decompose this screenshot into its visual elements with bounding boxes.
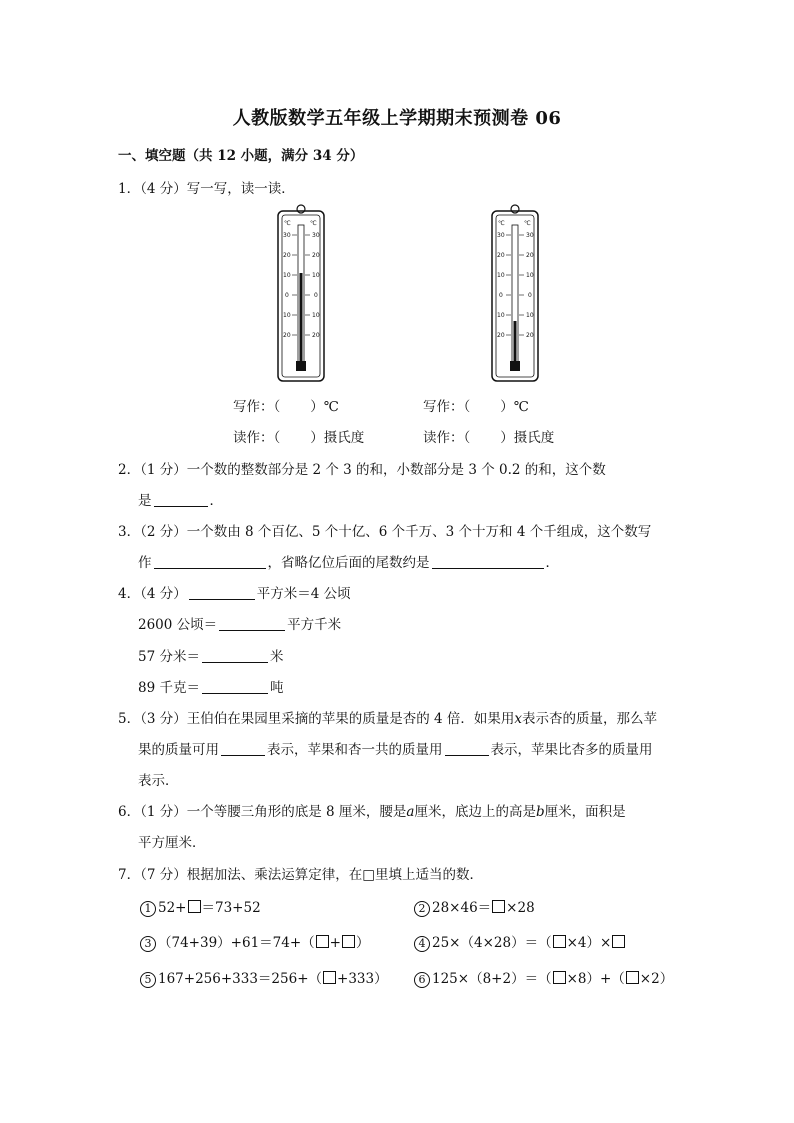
q2-prefix: 是 bbox=[138, 493, 152, 509]
q7-item-5 bbox=[140, 967, 388, 988]
question-4-line2 bbox=[138, 613, 341, 633]
item-text-a: 125×（8+2）＝（ bbox=[432, 971, 552, 987]
answer-blank[interactable] bbox=[202, 648, 268, 663]
question-3: 3．（2 分）一个数由 8 个百亿、5 个十亿、6 个千万、3 个十万和 4 个千组成，这个数写 bbox=[118, 524, 652, 540]
question-4-line4 bbox=[138, 676, 283, 696]
svg-text:0: 0 bbox=[499, 292, 503, 299]
q2-suffix: ． bbox=[209, 493, 223, 509]
answer-blank[interactable] bbox=[221, 741, 265, 756]
answer-blank[interactable] bbox=[219, 616, 285, 631]
q6-part-c: 厘米，面积是 bbox=[544, 804, 626, 820]
circled-number: 4 bbox=[414, 936, 430, 952]
q4-line4-prefix: 89 千克＝ bbox=[138, 680, 200, 696]
svg-text:30: 30 bbox=[497, 232, 505, 239]
answer-blank[interactable] bbox=[154, 492, 208, 507]
q7-item-3 bbox=[140, 931, 369, 952]
svg-text:10: 10 bbox=[283, 312, 291, 319]
question-6-line2: 平方厘米． bbox=[138, 835, 206, 851]
svg-text:20: 20 bbox=[497, 332, 505, 339]
q7-item-2 bbox=[414, 896, 535, 917]
svg-text:10: 10 bbox=[526, 312, 534, 319]
item-text-b: ＝73+52 bbox=[201, 900, 261, 916]
answer-blank[interactable] bbox=[432, 554, 544, 569]
write-label-left bbox=[233, 395, 339, 415]
question-2-line2 bbox=[138, 489, 223, 509]
q4-line3-prefix: 57 分米＝ bbox=[138, 649, 200, 665]
read-label-left bbox=[233, 426, 364, 446]
q5-part-a: 5．（3 分）王伯伯在果园里采摘的苹果的质量是杏的 4 倍．如果用 bbox=[118, 711, 515, 727]
answer-box[interactable] bbox=[553, 935, 566, 948]
answer-box[interactable] bbox=[626, 971, 639, 984]
q3-part-b: ，省略亿位后面的尾数约是 bbox=[267, 555, 430, 571]
q5-line2-b: 表示，苹果和杏一共的质量用 bbox=[267, 742, 443, 758]
read-prefix: 读作：（ bbox=[233, 430, 281, 446]
circled-number: 1 bbox=[140, 901, 156, 917]
write-prefix: 写作：（ bbox=[423, 399, 471, 415]
q7-item-4 bbox=[414, 931, 626, 952]
q3-part-c: ． bbox=[545, 555, 559, 571]
q4-line2-prefix: 2600 公顷＝ bbox=[138, 617, 218, 633]
svg-text:10: 10 bbox=[312, 312, 320, 319]
question-7: 7．（7 分）根据加法、乘法运算定律，在□里填上适当的数． bbox=[118, 867, 483, 883]
svg-text:℃: ℃ bbox=[284, 220, 291, 227]
answer-blank[interactable] bbox=[445, 741, 489, 756]
svg-text:20: 20 bbox=[283, 332, 291, 339]
item-text-a: 25×（4×28）＝（ bbox=[432, 935, 552, 951]
question-4 bbox=[118, 582, 351, 602]
read-suffix: ）摄氏度 bbox=[500, 430, 555, 446]
read-label-right bbox=[423, 426, 554, 446]
q5-part-b: 表示杏的质量，那么苹 bbox=[522, 711, 658, 727]
item-text-b: + bbox=[329, 935, 341, 951]
circled-number: 3 bbox=[140, 936, 156, 952]
page-title: 人教版数学五年级上学期期末预测卷 06 bbox=[232, 108, 562, 129]
question-5-line3: 表示． bbox=[138, 773, 179, 789]
q5-line2-c: 表示，苹果比杏多的质量用 bbox=[490, 742, 653, 758]
item-text-a: 52+ bbox=[158, 900, 187, 916]
svg-text:℃: ℃ bbox=[310, 220, 317, 227]
svg-text:20: 20 bbox=[526, 252, 534, 259]
question-5 bbox=[118, 707, 657, 727]
q7-item-6 bbox=[414, 967, 673, 988]
circled-number: 2 bbox=[414, 901, 430, 917]
write-prefix: 写作：（ bbox=[233, 399, 281, 415]
item-text-b: +333） bbox=[337, 971, 388, 987]
write-suffix: ）℃ bbox=[310, 399, 339, 415]
answer-blank[interactable] bbox=[202, 679, 268, 694]
q4-line4-suffix: 吨 bbox=[269, 680, 284, 696]
q5-line2-a: 果的质量可用 bbox=[138, 742, 219, 758]
svg-text:20: 20 bbox=[312, 252, 320, 259]
thermometer-right-icon bbox=[490, 203, 540, 383]
q4-suffix: 平方米＝4 公顷 bbox=[256, 586, 351, 602]
svg-text:10: 10 bbox=[497, 272, 505, 279]
svg-text:30: 30 bbox=[312, 232, 320, 239]
item-text-c: ） bbox=[355, 935, 370, 951]
read-prefix: 读作：（ bbox=[423, 430, 471, 446]
svg-text:10: 10 bbox=[283, 272, 291, 279]
svg-text:30: 30 bbox=[526, 232, 534, 239]
section-heading: 一、填空题（共 12 小题，满分 34 分） bbox=[118, 148, 364, 164]
variable-a: a bbox=[406, 804, 415, 820]
answer-box[interactable] bbox=[553, 971, 566, 984]
svg-text:20: 20 bbox=[283, 252, 291, 259]
question-2: 2．（1 分）一个数的整数部分是 2 个 3 的和，小数部分是 3 个 0.2 的和，这个数 bbox=[118, 462, 606, 478]
q6-part-b: 厘米，底边上的高是 bbox=[414, 804, 536, 820]
answer-box[interactable] bbox=[342, 935, 355, 948]
svg-text:0: 0 bbox=[314, 292, 318, 299]
item-text-a: （74+39）+61＝74+（ bbox=[158, 935, 315, 951]
answer-box[interactable] bbox=[612, 935, 625, 948]
q7-item-1 bbox=[140, 896, 261, 917]
item-text-a: 167+256+333＝256+（ bbox=[158, 971, 323, 987]
svg-text:30: 30 bbox=[283, 232, 291, 239]
svg-text:℃: ℃ bbox=[498, 220, 505, 227]
svg-text:10: 10 bbox=[526, 272, 534, 279]
item-text-c: ×2） bbox=[639, 971, 674, 987]
svg-text:℃: ℃ bbox=[524, 220, 531, 227]
svg-text:20: 20 bbox=[526, 332, 534, 339]
write-label-right bbox=[423, 395, 529, 415]
variable-x: x bbox=[514, 711, 523, 727]
read-suffix: ）摄氏度 bbox=[310, 430, 365, 446]
circled-number: 5 bbox=[140, 972, 156, 988]
question-4-line3 bbox=[138, 645, 283, 665]
answer-blank[interactable] bbox=[189, 585, 255, 600]
svg-text:10: 10 bbox=[497, 312, 505, 319]
answer-box[interactable] bbox=[316, 935, 329, 948]
question-1: 1．（4 分）写一写，读一读． bbox=[118, 181, 295, 197]
q4-line2-suffix: 平方千米 bbox=[287, 617, 342, 633]
question-6 bbox=[118, 800, 626, 820]
svg-text:20: 20 bbox=[312, 332, 320, 339]
write-suffix: ）℃ bbox=[500, 399, 529, 415]
thermometer-left-icon bbox=[276, 203, 326, 383]
circled-number: 6 bbox=[414, 972, 430, 988]
item-text-b: ×4）× bbox=[566, 935, 612, 951]
item-text-b: ×28 bbox=[506, 900, 535, 916]
variable-b: b bbox=[535, 804, 545, 820]
answer-box[interactable] bbox=[492, 900, 505, 913]
q3-part-a: 作 bbox=[138, 555, 152, 571]
svg-text:0: 0 bbox=[528, 292, 532, 299]
answer-blank[interactable] bbox=[154, 554, 266, 569]
answer-box[interactable] bbox=[188, 900, 201, 913]
item-text-a: 28×46＝ bbox=[432, 900, 492, 916]
answer-box[interactable] bbox=[323, 971, 336, 984]
q6-part-a: 6．（1 分）一个等腰三角形的底是 8 厘米，腰是 bbox=[118, 804, 407, 820]
item-text-b: ×8）+（ bbox=[566, 971, 625, 987]
q4-prefix: 4．（4 分） bbox=[118, 586, 187, 602]
svg-text:10: 10 bbox=[312, 272, 320, 279]
question-3-line2 bbox=[138, 551, 559, 571]
svg-text:20: 20 bbox=[497, 252, 505, 259]
svg-text:0: 0 bbox=[285, 292, 289, 299]
question-5-line2 bbox=[138, 738, 653, 758]
q4-line3-suffix: 米 bbox=[269, 649, 284, 665]
